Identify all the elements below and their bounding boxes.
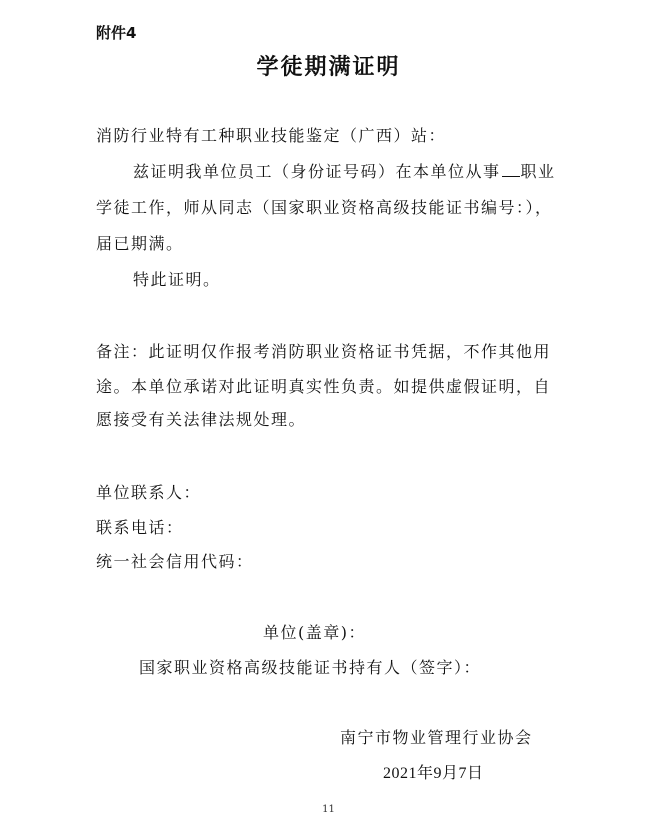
credit-code-label: 统一社会信用代码：	[96, 552, 254, 571]
document-title: 学徒期满证明	[256, 55, 401, 80]
certification-line-3: 届已期满。	[96, 234, 184, 253]
certification-text-b: 职业	[520, 162, 556, 181]
salutation: 消防行业特有工种职业技能鉴定（广西）站：	[96, 126, 447, 145]
note-line-1: 备注：此证明仅作报考消防职业资格证书凭据，不作其他用	[96, 342, 552, 361]
occupation-blank	[502, 162, 520, 177]
note-line-3: 愿接受有关法律法规处理。	[96, 410, 307, 429]
contact-person-label: 单位联系人：	[96, 483, 202, 502]
certification-line-1	[133, 162, 556, 182]
note-line-2: 途。本单位承诺对此证明真实性负责。如提供虚假证明，自	[96, 377, 552, 396]
certification-line-2: 学徒工作，师从同志（国家职业资格高级技能证书编号：），	[96, 198, 553, 217]
holder-signature-label: 国家职业资格高级技能证书持有人（签字）：	[139, 658, 482, 677]
issue-date: 2021年9月7日	[383, 765, 484, 782]
contact-phone-label: 联系电话：	[96, 518, 184, 537]
unit-seal-label: 单位(盖章)：	[263, 623, 366, 642]
attachment-label: 附件4	[96, 24, 137, 42]
hereby-certify: 特此证明。	[133, 270, 221, 289]
page-number: 11	[322, 804, 335, 815]
certification-text-a: 兹证明我单位员工（身份证号码）在本单位从事	[133, 162, 501, 181]
issuer-name: 南宁市物业管理行业协会	[340, 728, 533, 747]
